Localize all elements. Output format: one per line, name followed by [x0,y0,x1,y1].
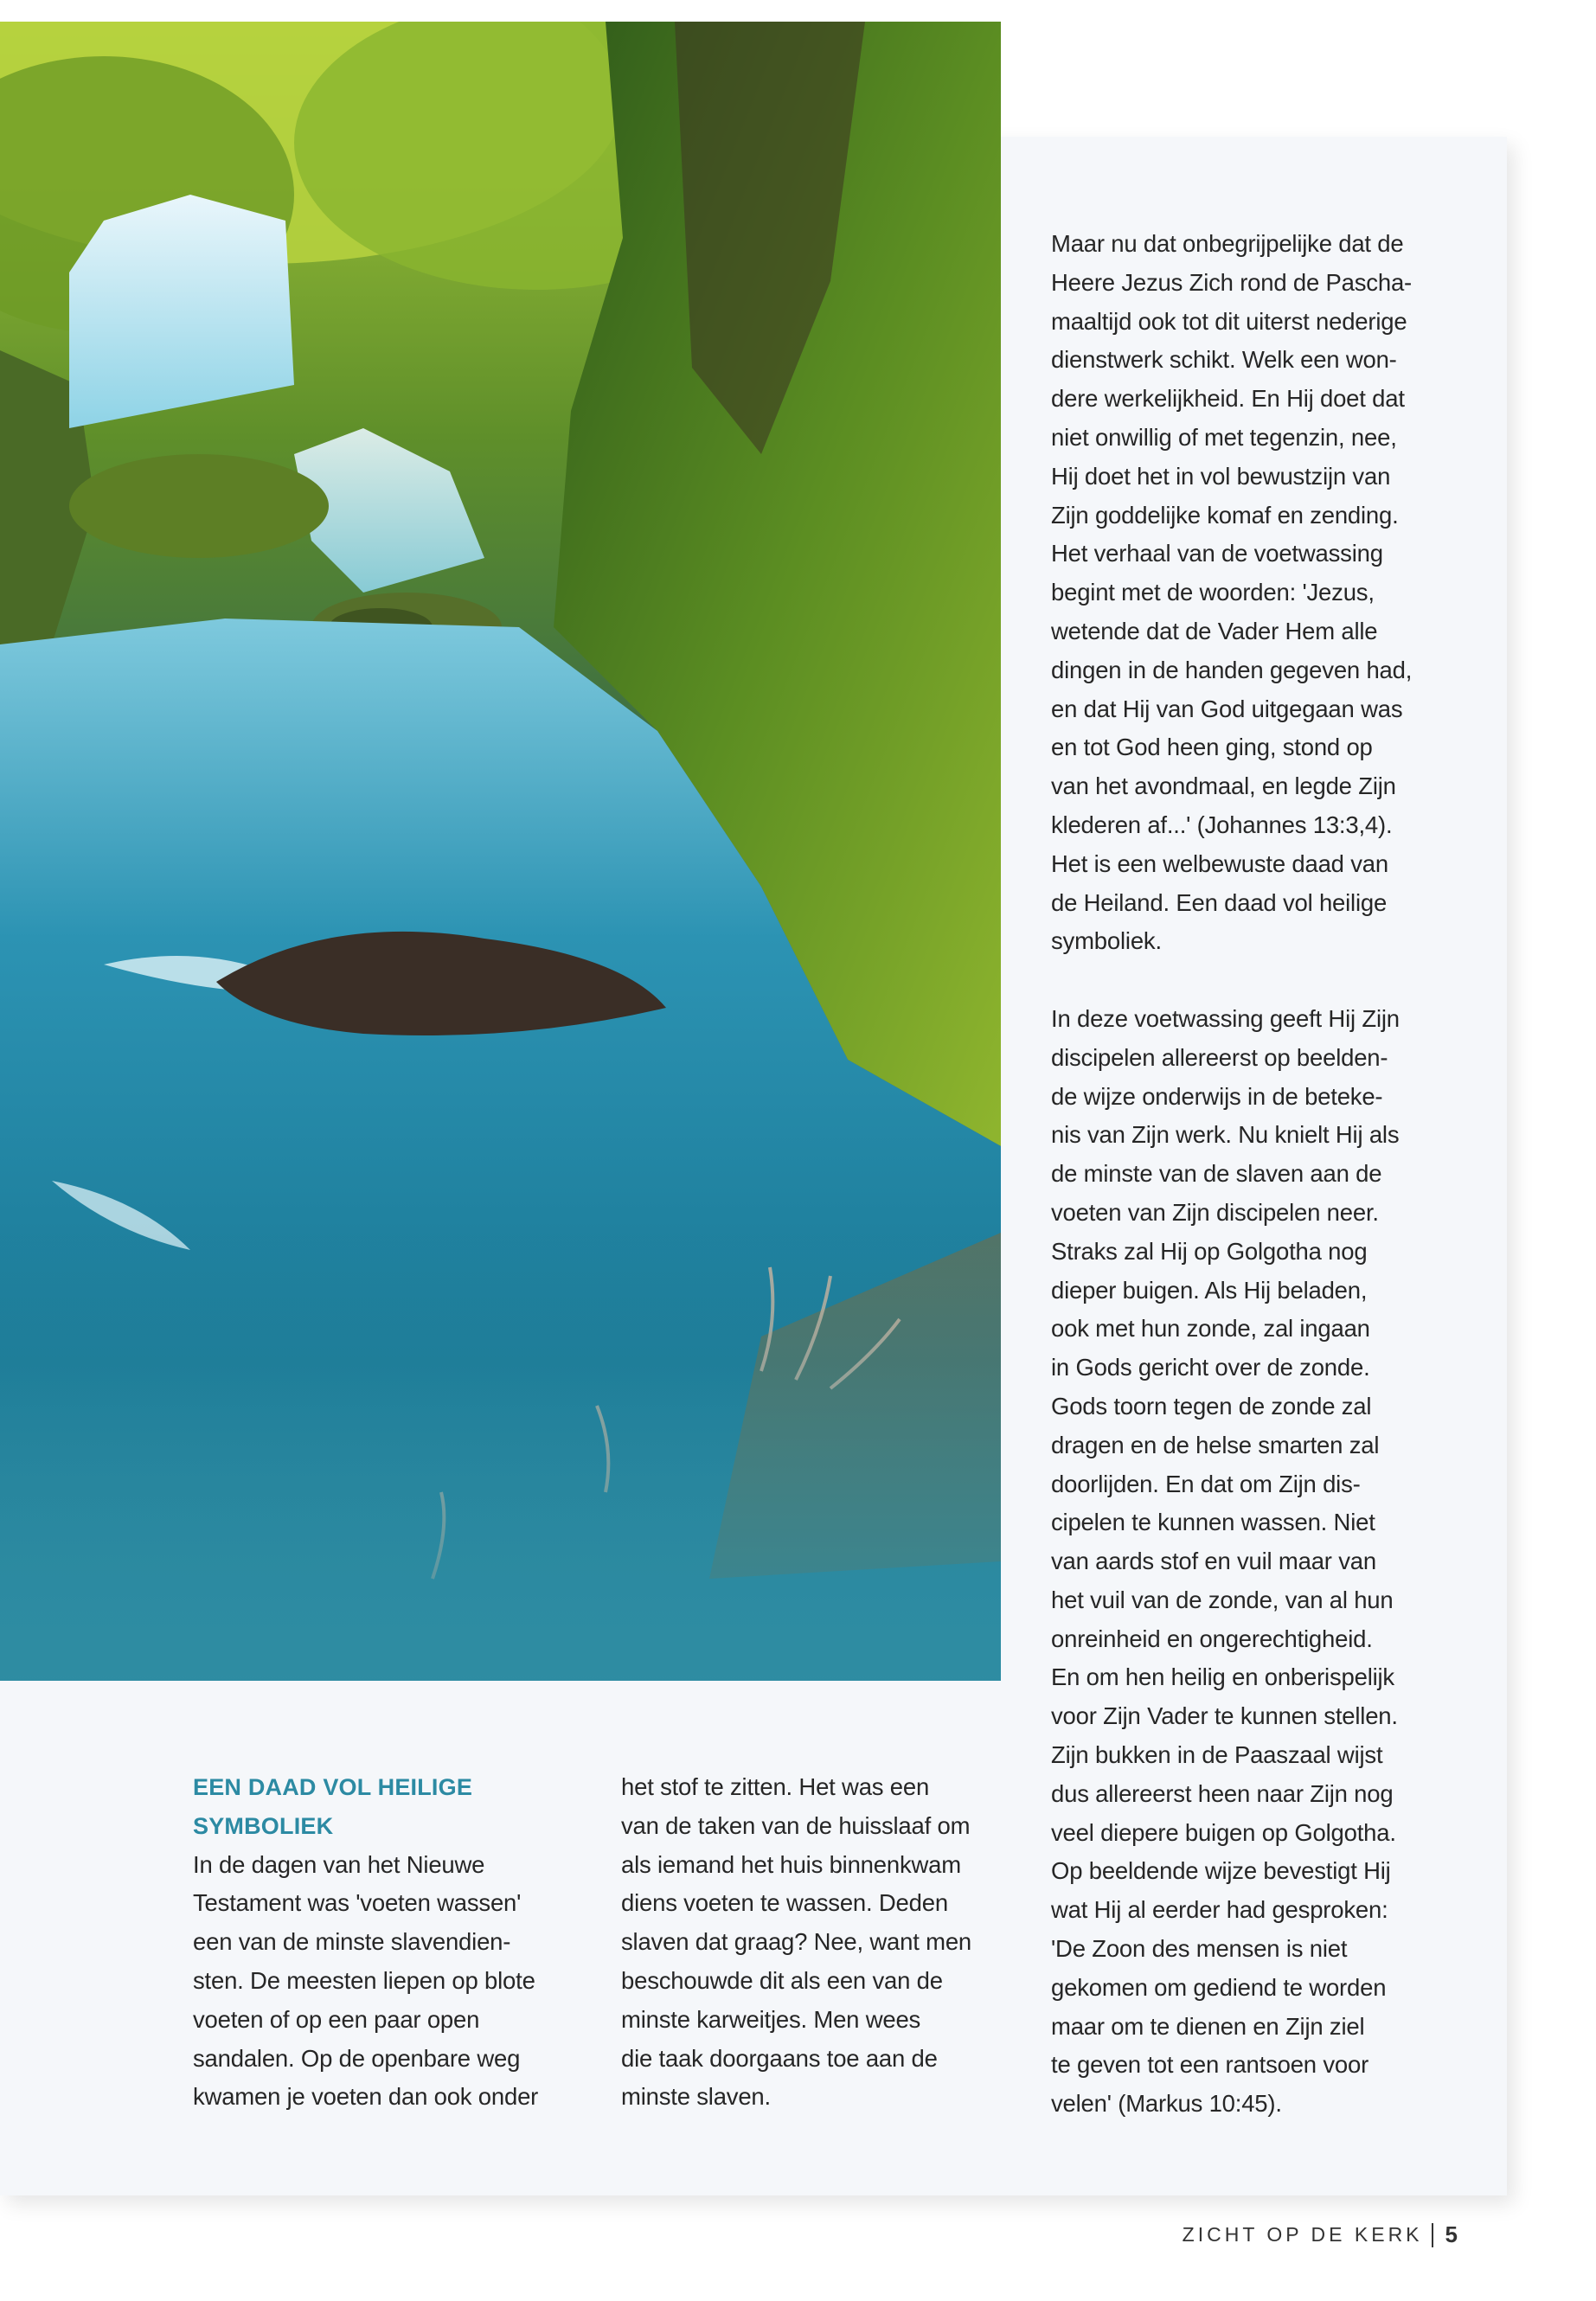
right-column-p1-line: Maar nu dat onbegrijpelijke dat de [1051,230,1404,257]
right-column-p2-line: discipelen allereerst op beelden- [1051,1043,1388,1071]
magazine-name: ZICHT OP DE KERK [1182,2223,1423,2246]
right-column-p1-line: van het avondmaal, en legde Zijn [1051,772,1396,800]
right-column-p1-line: begint met de woorden: 'Jezus, [1051,579,1375,606]
right-column-p2-line: In deze voetwassing geeft Hij Zijn [1051,1004,1400,1032]
left-column-paragraph [193,1846,591,2118]
page-footer [1183,2221,1458,2248]
left-column-line: voeten of op een paar open [193,2005,480,2033]
right-column-p2-line: dus allereerst heen naar Zijn nog [1051,1779,1394,1807]
waterfall-photo [0,22,1001,1681]
left-column-line: Testament was 'voeten wassen' [193,1889,522,1917]
middle-column-line: minste karweitjes. Men wees [621,2005,921,2033]
right-column-p1-line: de Heiland. Een daad vol heilige [1051,888,1388,916]
right-column-p2-line: Zijn bukken in de Paaszaal wijst [1051,1741,1383,1769]
middle-column-line: diens voeten te wassen. Deden [621,1889,948,1917]
right-column-p1-line: dere werkelijkheid. En Hij doet dat [1051,385,1405,413]
page-number: 5 [1445,2221,1458,2247]
right-text-column [1051,225,1458,2124]
right-column-p2-line: onreinheid en ongerechtigheid. [1051,1625,1373,1652]
right-column-p2-line: gekomen om gediend te worden [1051,1973,1387,2001]
right-column-p2-line: ook met hun zonde, zal ingaan [1051,1315,1370,1343]
middle-text-column [621,1768,1019,2117]
middle-column-line: het stof te zitten. Het was een [621,1773,930,1800]
middle-column-paragraph [621,1768,1019,2117]
left-column-line: sten. De meesten liepen op blote [193,1966,535,1994]
right-column-p2-line: in Gods gericht over de zonde. [1051,1354,1370,1381]
left-text-column [193,1768,591,2117]
right-column-p1-line: maaltijd ook tot dit uiterst nederige [1051,307,1407,335]
right-column-p2-line: maar om te dienen en Zijn ziel [1051,2012,1365,2040]
right-column-paragraph-2 [1051,1000,1458,2124]
right-column-p1-line: Heere Jezus Zich rond de Pascha- [1051,268,1413,296]
right-column-p2-line: de minste van de slaven aan de [1051,1160,1382,1188]
left-column-line: In de dagen van het Nieuwe [193,1850,485,1878]
right-column-p2-line: wat Hij al eerder had gesproken: [1051,1896,1388,1924]
left-column-line: sandalen. Op de openbare weg [193,2044,521,2072]
right-column-p1-line: klederen af...' (Johannes 13:3,4). [1051,811,1393,838]
right-column-p2-line: de wijze onderwijs in de beteke- [1051,1082,1383,1110]
middle-column-line: als iemand het huis binnenkwam [621,1850,961,1878]
right-column-p1-line: niet onwillig of met tegenzin, nee, [1051,423,1397,451]
right-column-p1-line: symboliek. [1051,927,1162,955]
right-column-p2-line: Gods toorn tegen de zonde zal [1051,1392,1372,1420]
right-column-p1-line: en dat Hij van God uitgegaan was [1051,695,1403,722]
middle-column-line: minste slaven. [621,2083,771,2111]
right-column-p2-line: het vuil van de zonde, van al hun [1051,1586,1394,1613]
right-column-p2-line: cipelen te kunnen wassen. Niet [1051,1509,1375,1536]
section-heading-line-2: SYMBOLIEK [193,1812,334,1839]
section-heading-line-1: EEN DAAD VOL HEILIGE [193,1774,473,1800]
right-column-p2-line: dieper buigen. Als Hij beladen, [1051,1276,1368,1304]
middle-column-line: die taak doorgaans toe aan de [621,2044,938,2072]
right-column-p1-line: en tot God heen ging, stond op [1051,734,1373,761]
middle-column-line: slaven dat graag? Nee, want men [621,1928,972,1956]
left-column-line: kwamen je voeten dan ook onder [193,2083,539,2111]
footer-divider [1432,2223,1433,2247]
middle-column-line: beschouwde dit als een van de [621,1966,943,1994]
right-column-p1-line: dingen in de handen gegeven had, [1051,656,1413,683]
right-column-p1-line: Zijn goddelijke komaf en zending. [1051,501,1399,529]
right-column-p2-line: voeten van Zijn discipelen neer. [1051,1198,1379,1226]
right-column-p1-line: Het verhaal van de voetwassing [1051,540,1383,567]
right-column-p2-line: dragen en de helse smarten zal [1051,1431,1380,1458]
waterfall-forest-illustration [0,22,1001,1681]
right-column-p1-line: Het is een welbewuste daad van [1051,849,1388,877]
right-column-p1-line: wetende dat de Vader Hem alle [1051,617,1378,644]
middle-column-line: van de taken van de huisslaaf om [621,1811,971,1839]
right-column-p2-line: nis van Zijn werk. Nu knielt Hij als [1051,1121,1400,1149]
right-column-p2-line: voor Zijn Vader te kunnen stellen. [1051,1702,1398,1730]
right-column-p2-line: veel diepere buigen op Golgotha. [1051,1818,1396,1846]
right-column-p2-line: Straks zal Hij op Golgotha nog [1051,1237,1368,1265]
left-column-line: een van de minste slavendien- [193,1928,511,1956]
right-column-p1-line: dienstwerk schikt. Welk een won- [1051,346,1397,374]
right-column-p2-line: Op beeldende wijze bevestigt Hij [1051,1857,1391,1885]
right-column-p2-line: velen' (Markus 10:45). [1051,2090,1282,2118]
right-column-p2-line: doorlijden. En dat om Zijn dis- [1051,1470,1361,1497]
right-column-paragraph-1 [1051,225,1458,961]
right-column-p2-line: 'De Zoon des mensen is niet [1051,1935,1348,1963]
right-column-p2-line: En om hen heilig en onberispelijk [1051,1663,1394,1691]
right-column-p2-line: van aards stof en vuil maar van [1051,1548,1376,1575]
right-column-p2-line: te geven tot een rantsoen voor [1051,2051,1369,2079]
right-column-p1-line: Hij doet het in vol bewustzijn van [1051,462,1391,490]
